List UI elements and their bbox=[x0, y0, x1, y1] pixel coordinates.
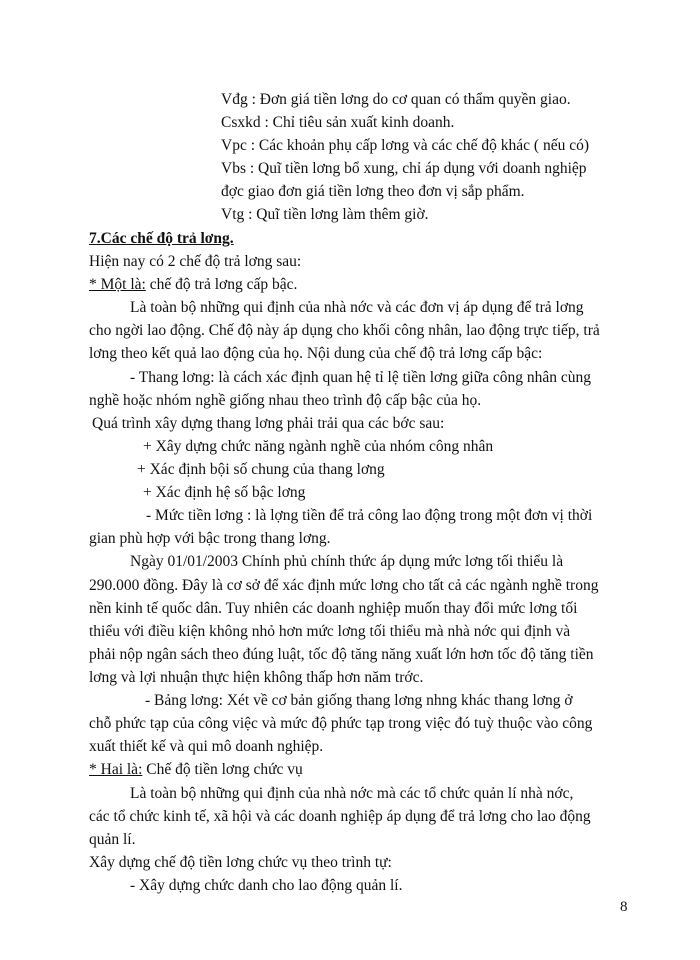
build-step-2: + Xác định bội số chung của thang lơng bbox=[137, 461, 385, 478]
min-wage-line-5: phải nộp ngân sách theo đúng luật, tốc độ tăng năng xuất lớn hơn tốc độ tăng tiền bbox=[89, 646, 594, 663]
para1-line-3: lơng theo kết quả lao động của họ. Nội dung của chế độ trả lơng cấp bậc: bbox=[89, 345, 543, 362]
min-wage-line-3: nền kinh tế quốc dân. Tuy nhiên các doanh nghiệp muốn thay đổi mức lơng tối bbox=[89, 600, 578, 617]
definition-csxkd: Csxkd : Chỉ tiêu sản xuất kinh doanh. bbox=[221, 114, 455, 131]
regime-one-heading bbox=[89, 273, 297, 296]
build-step-1: + Xây dựng chức năng ngành nghề của nhóm công nhân bbox=[143, 438, 494, 455]
bang-luong-line-3: xuất thiết kế và qui mô doanh nghiệp. bbox=[89, 738, 324, 755]
build-step-3: + Xác định hệ số bậc lơng bbox=[143, 484, 306, 501]
para1-line-1: Là toàn bộ những qui định của nhà nớc và các đơn vị áp dụng để trả lơng bbox=[130, 299, 584, 316]
thang-luong-line-1: - Thang lơng: là cách xác định quan hệ tỉ lệ tiền lơng giữa công nhân cùng bbox=[130, 369, 591, 386]
para2-line-1: Là toàn bộ những qui định của nhà nớc mà các tổ chức quản lí nhà nớc, bbox=[130, 785, 574, 802]
para2-line-2: các tổ chức kinh tế, xã hội và các doanh nghiệp áp dụng để trả lơng cho lao động bbox=[89, 808, 591, 825]
bang-luong-line-2: chỗ phức tạp của công việc và mức độ phức tạp trong việc đó tuỳ thuộc vào công bbox=[89, 715, 593, 732]
last-item-line: - Xây dựng chức danh cho lao động quản lí. bbox=[130, 877, 403, 894]
muc-tien-luong-line-2: gian phù hợp với bậc trong thang lơng. bbox=[89, 530, 331, 547]
min-wage-line-1: Ngày 01/01/2003 Chính phủ chính thức áp dụng mức lơng tối thiểu là bbox=[130, 553, 564, 570]
intro-line: Hiện nay có 2 chế độ trả lơng sau: bbox=[89, 253, 302, 270]
definition-vtg: Vtg : Quĩ tiền lơng làm thêm giờ. bbox=[221, 206, 429, 223]
build-process-line: Quá trình xây dựng thang lơng phải trải qua các bớc sau: bbox=[92, 415, 445, 432]
regime-one-label: * Một là: bbox=[89, 276, 146, 293]
regime-two-heading bbox=[89, 758, 303, 781]
section-title: 7.Các chế độ trả lơng. bbox=[89, 230, 234, 247]
min-wage-line-4: thiểu với điều kiện không nhỏ hơn mức lơng tối thiểu mà nhà nớc qui định và bbox=[89, 623, 571, 640]
para2-line-3: quản lí. bbox=[89, 831, 136, 848]
definition-vdg: Vđg : Đơn giá tiền lơng do cơ quan có thẩm quyền giao. bbox=[221, 91, 571, 108]
build-regime-line: Xây dựng chế độ tiền lơng chức vụ theo trình tự: bbox=[89, 854, 392, 871]
bang-luong-line-1: - Bảng lơng: Xét về cơ bản giống thang lơng nhng khác thang lơng ở bbox=[145, 692, 573, 709]
definition-vpc: Vpc : Các khoản phụ cấp lơng và các chế độ khác ( nếu có) bbox=[221, 137, 589, 154]
definition-vbs: Vbs : Quĩ tiền lơng bổ xung, chỉ áp dụng với doanh nghiệp bbox=[221, 160, 587, 177]
min-wage-line-2: 290.000 đồng. Đây là cơ sở để xác định mức lơng cho tất cả các ngành nghề trong bbox=[89, 577, 599, 594]
page-number: 8 bbox=[620, 899, 628, 915]
min-wage-line-6: lơng và lợi nhuận thực hiện không thấp hơn năm trớc. bbox=[89, 669, 424, 686]
regime-one-text: chế độ trả lơng cấp bậc. bbox=[145, 276, 298, 293]
muc-tien-luong-line-1: - Mức tiền lơng : là lợng tiền để trả công lao động trong một đơn vị thời bbox=[146, 507, 593, 524]
regime-two-label: * Hai là: bbox=[89, 761, 143, 778]
para1-line-2: cho ngời lao động. Chế độ này áp dụng cho khối công nhân, lao động trực tiếp, trả bbox=[89, 322, 600, 339]
definition-vbs-cont: đợc giao đơn giá tiền lơng theo đơn vị sắp phẩm. bbox=[221, 183, 525, 200]
regime-two-text: Chế độ tiền lơng chức vụ bbox=[142, 761, 303, 778]
thang-luong-line-2: nghề hoặc nhóm nghề giống nhau theo trình độ cấp bậc của họ. bbox=[89, 392, 482, 409]
